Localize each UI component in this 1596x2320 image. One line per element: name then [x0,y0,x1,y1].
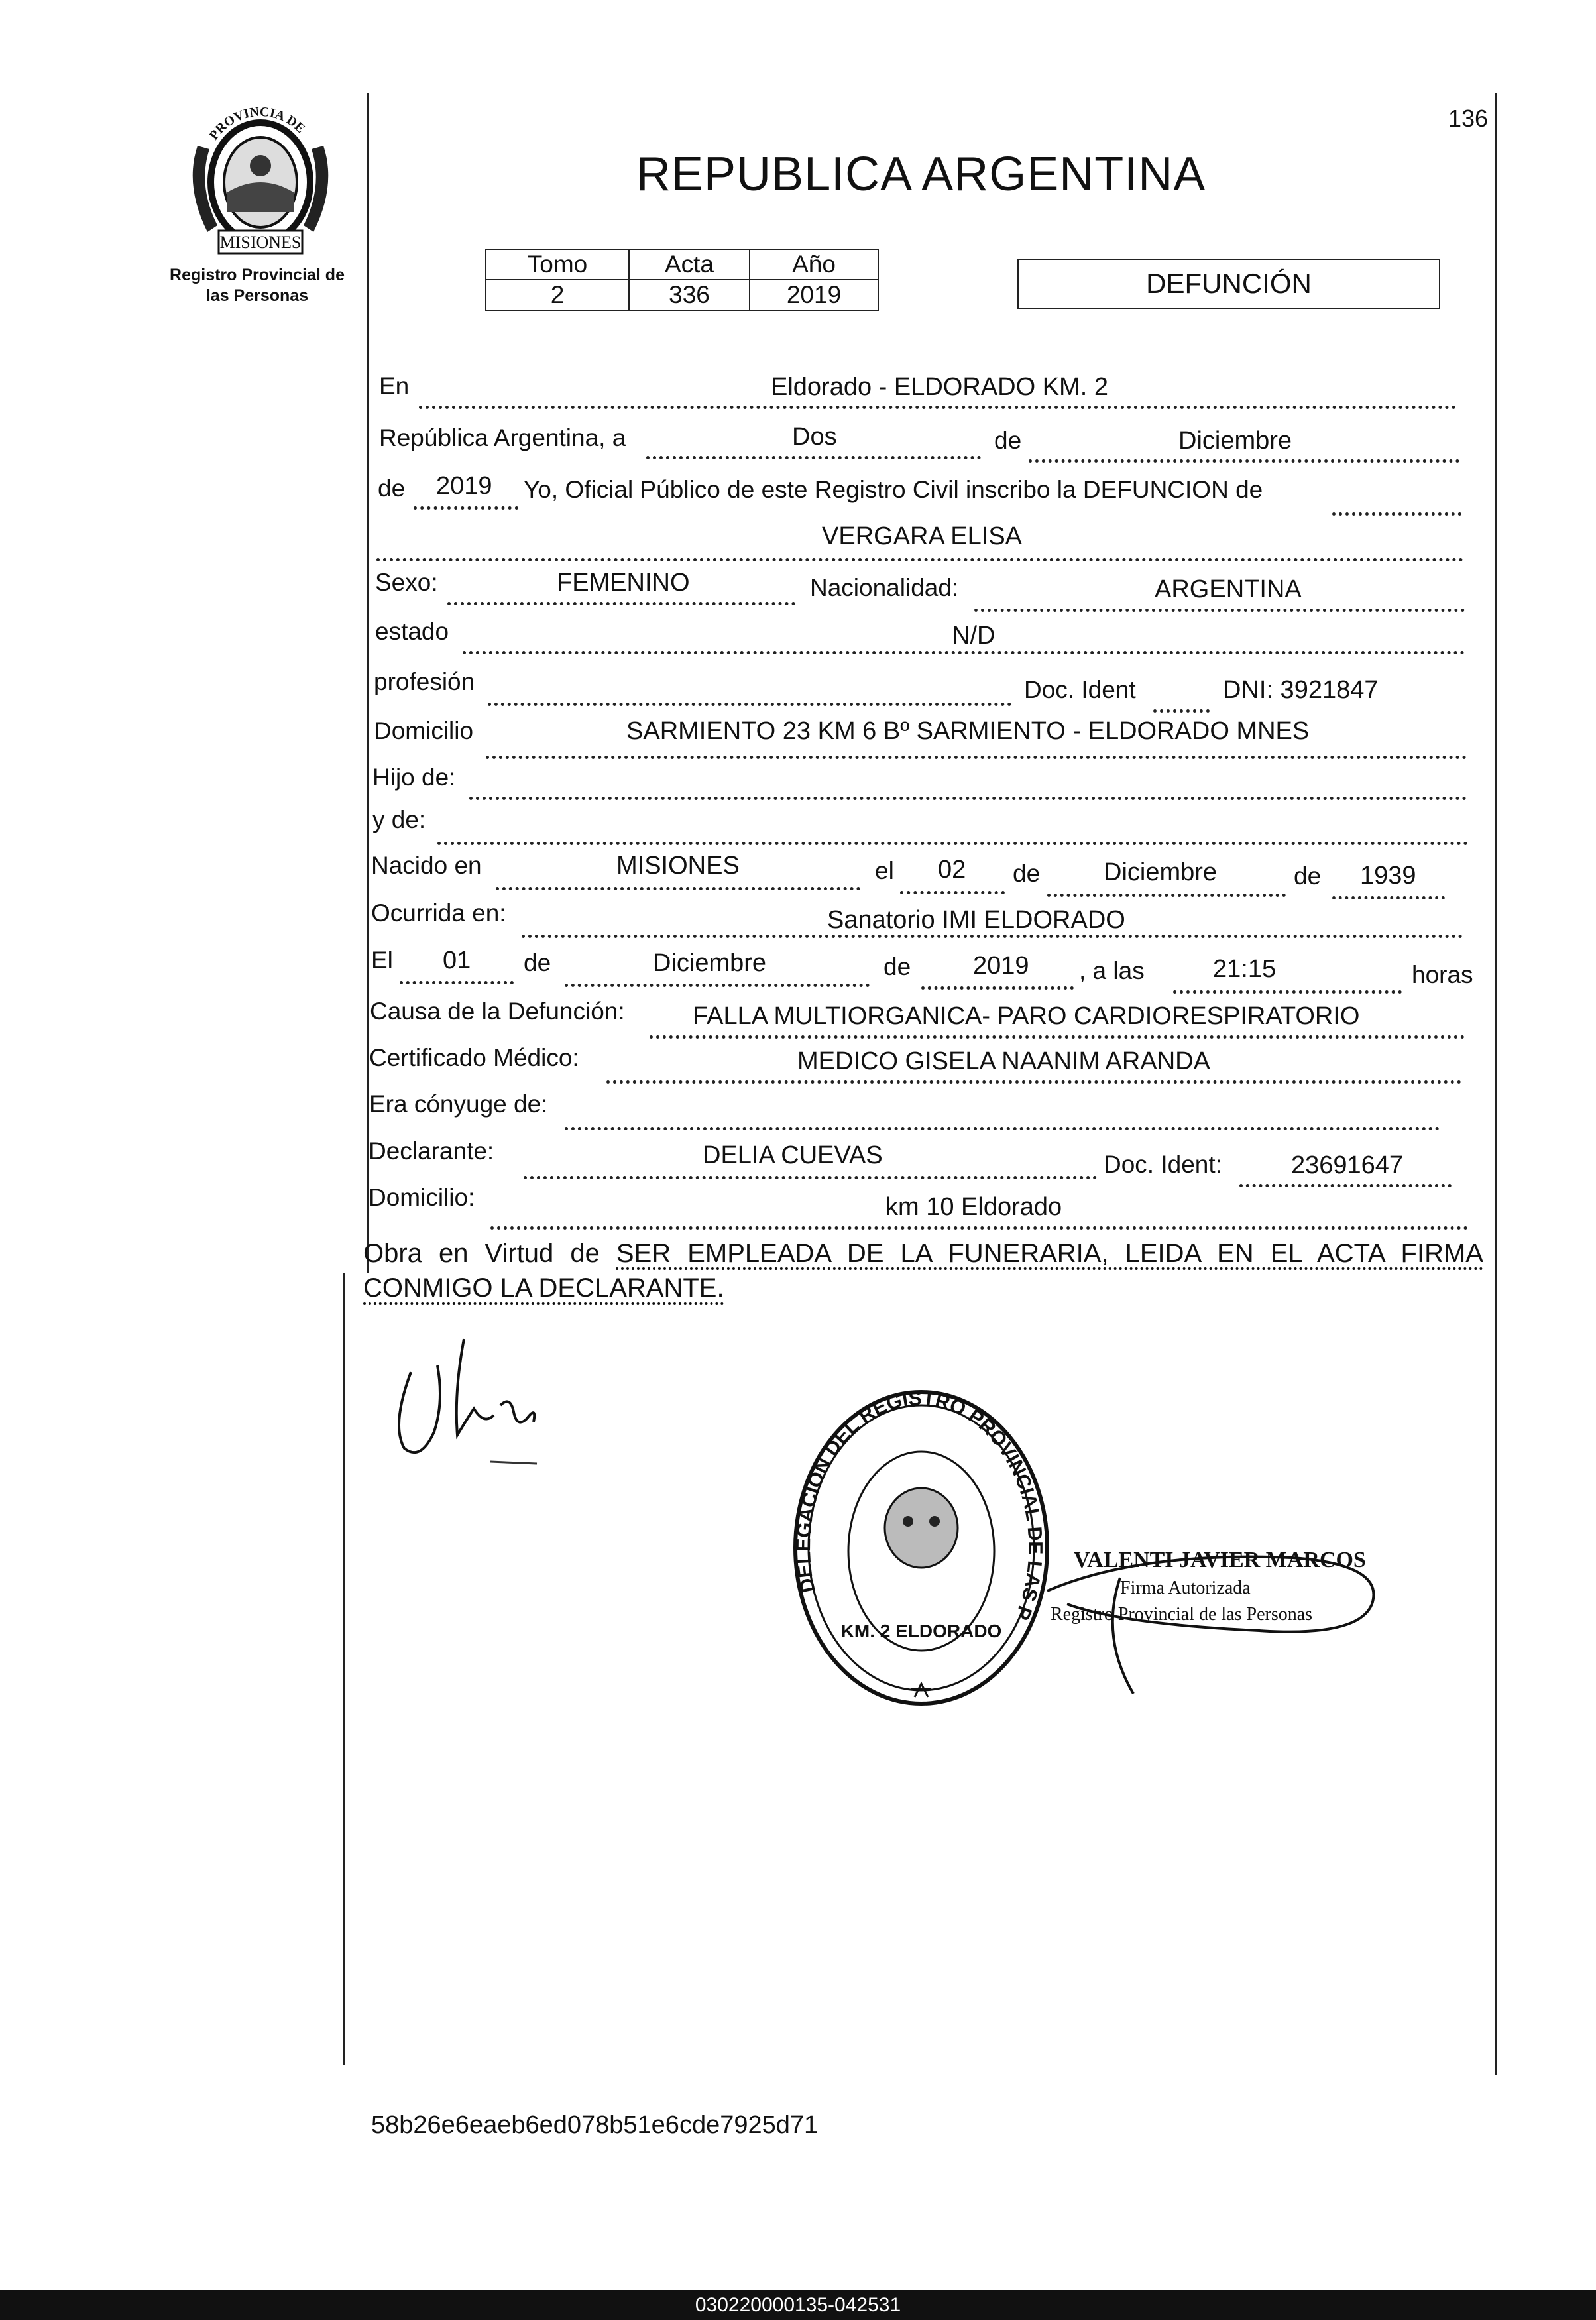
hora-dotted-line [1173,990,1402,994]
barcode-footer: 030220000135-042531 [0,2290,1596,2320]
authority-org: Registro Provincial de las Personas [1051,1604,1313,1625]
mes-value: Diciembre [1178,427,1292,455]
doc-ident-value: DNI: 3921847 [1223,676,1379,704]
logo-caption-line2: las Personas [205,286,309,305]
yde-label: y de: [372,806,426,833]
domicilio-value: SARMIENTO 23 KM 6 Bº SARMIENTO - ELDORADO MNES [626,717,1310,745]
republica-label: República Argentina, a [379,424,626,451]
nacido-label: Nacido en [371,852,482,879]
registry-value-anio: 2019 [750,280,878,310]
authority-name: VALENTI JAVIER MARCOS [1074,1548,1366,1572]
domicilio2-dotted-line [490,1226,1468,1230]
declarante-dotted-line [524,1176,1097,1179]
province-seal-logo [171,106,350,259]
official-oval-stamp [779,1385,1064,1717]
hijo-dotted-line [469,797,1467,800]
estado-dotted-line [463,651,1465,654]
alas-label: , a las [1079,957,1145,984]
domicilio2-value: km 10 Eldorado [885,1193,1062,1221]
en-label: En [379,373,410,400]
document-hash: 58b26e6eaeb6ed078b51e6cde7925d71 [371,2111,819,2139]
def-mes-dotted-line [565,984,870,987]
ocurrida-dotted-line [522,935,1463,938]
def-mes-value: Diciembre [653,949,767,977]
seal-top-text: PROVINCIA DE [206,106,308,143]
nac-anio-dotted-line [1332,896,1445,899]
nac-mes-value: Diciembre [1104,858,1218,886]
profesion-dotted-line [488,703,1011,706]
causa-label: Causa de la Defunción: [370,998,625,1025]
ocurrida-label: Ocurrida en: [371,899,506,927]
registry-header-acta: Acta [629,249,750,280]
dia-dotted-line [646,456,981,459]
yo-dotted-line [1332,512,1461,516]
causa-value: FALLA MULTIORGANICA- PARO CARDIORESPIRATORIO [693,1002,1360,1030]
anio-dotted-line [414,506,518,510]
certificado-label: Certificado Médico: [369,1044,579,1071]
nac-de2-label: de [1294,862,1322,890]
sexo-value: FEMENINO [557,569,690,597]
conyuge-label: Era cónyuge de: [369,1090,548,1118]
declarante-value: DELIA CUEVAS [703,1141,883,1169]
doc-ident-dotted-line [1153,709,1210,713]
yo-text: Yo, Oficial Público de este Registro Civil inscribo la DEFUNCION de [524,476,1263,503]
def-el-label: El [371,947,393,974]
hijo-label: Hijo de: [372,764,456,791]
declarant-signature [384,1326,557,1478]
causa-dotted-line [650,1035,1465,1039]
profesion-label: profesión [374,668,475,695]
stamp-outer-text: DELEGACION DEL REGISTRO PROVINCIAL DE LAS P [793,1387,1047,1623]
nac-de-label: de [1013,860,1041,887]
registry-header-tomo: Tomo [486,249,629,280]
domicilio-dotted-line [486,756,1467,759]
hora-value: 21:15 [1213,955,1277,983]
domicilio-label: Domicilio [374,717,474,744]
nacionalidad-value: ARGENTINA [1155,575,1302,603]
nac-el-label: el [875,857,894,884]
def-anio-value: 2019 [973,952,1029,980]
registry-table-value-row [486,280,878,310]
nacionalidad-dotted-line [974,609,1465,612]
registry-table [485,249,879,311]
estado-value: N/D [952,622,996,650]
mes-dotted-line [1029,459,1459,463]
authority-role: Firma Autorizada [1120,1578,1251,1598]
def-dia-dotted-line [400,981,514,984]
yde-dotted-line [437,842,1468,845]
estado-label: estado [375,618,449,645]
right-margin-line [1495,93,1497,2075]
de-label: de [994,427,1022,454]
nacido-value: MISIONES [616,852,740,880]
nac-anio-value: 1939 [1360,862,1416,890]
nac-mes-dotted-line [1047,894,1286,897]
en-value: Eldorado - ELDORADO KM. 2 [771,373,1108,401]
certificado-value: MEDICO GISELA NAANIM ARANDA [797,1047,1210,1075]
nac-dia-dotted-line [900,891,1005,894]
doc-ident-label: Doc. Ident [1024,676,1136,703]
def-dia-value: 01 [443,947,471,974]
obra-paragraph [363,1236,1483,1305]
en-dotted-line [419,406,1456,409]
registry-value-tomo: 2 [486,280,629,310]
stamp-inner-text: KM. 2 ELDORADO [840,1621,1002,1641]
logo-caption-line1: Registro Provincial de [170,266,345,284]
logo-caption [158,265,357,306]
nacido-dotted-line [496,887,860,890]
horas-label: horas [1412,961,1473,988]
ocurrida-value: Sanatorio IMI ELDORADO [827,906,1125,934]
nac-dia-value: 02 [938,856,966,884]
document-type-box: DEFUNCIÓN [1017,259,1440,309]
left-margin-line-lower [343,1273,345,2065]
def-de-label: de [524,949,551,976]
def-anio-dotted-line [921,986,1074,990]
domicilio2-label: Domicilio: [369,1184,475,1211]
certificado-dotted-line [606,1080,1461,1084]
conyuge-dotted-line [565,1127,1440,1130]
def-de2-label: de [883,953,911,980]
page-title: REPUBLICA ARGENTINA [636,148,1206,201]
obra-value: SER EMPLEADA DE LA FUNERARIA, LEIDA EN EL ACTA FIRMA CONMIGO LA DECLARANTE. [363,1239,1483,1303]
anio-value: 2019 [436,472,492,500]
left-margin-line [367,93,369,1273]
sexo-dotted-line [447,602,795,605]
declarante-label: Declarante: [369,1137,494,1165]
de2-label: de [378,475,406,502]
nacionalidad-label: Nacionalidad: [810,574,959,601]
decl-doc-label: Doc. Ident: [1104,1151,1222,1178]
decl-doc-dotted-line [1239,1184,1452,1187]
sexo-label: Sexo: [375,569,438,596]
nombre-value: VERGARA ELISA [822,522,1023,550]
registry-table-header-row [486,249,878,280]
obra-label: Obra en Virtud de [363,1239,600,1268]
nombre-dotted-line [376,558,1463,561]
page-number: 136 [1448,105,1489,132]
dia-value: Dos [792,423,837,451]
seal-bottom-text: MISIONES [219,233,302,252]
registry-header-anio: Año [750,249,878,280]
decl-doc-value: 23691647 [1291,1151,1404,1179]
registry-value-acta: 336 [629,280,750,310]
